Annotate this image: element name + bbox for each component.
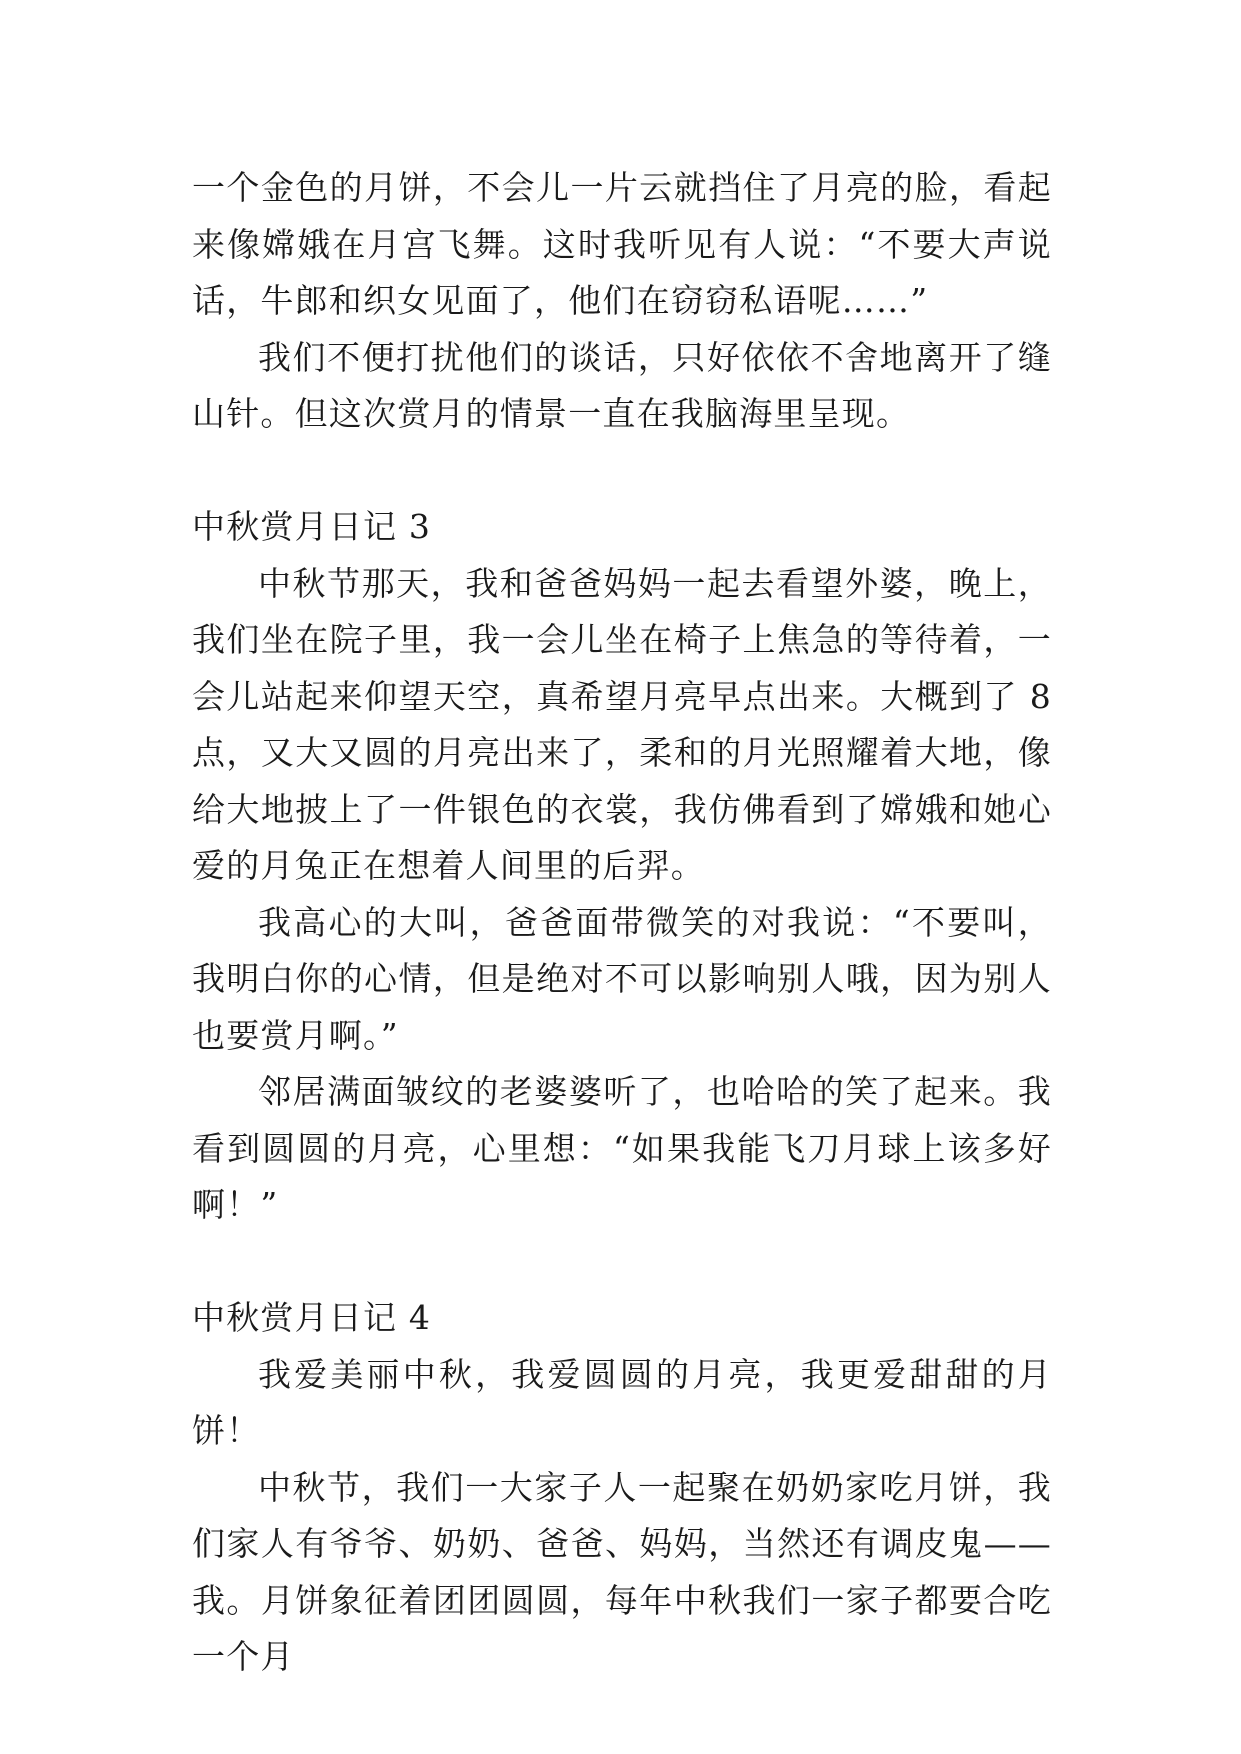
section-heading-3: 中秋赏月日记 3 (192, 507, 432, 546)
section-gap (192, 443, 1052, 500)
section-heading-4: 中秋赏月日记 4 (192, 1298, 432, 1337)
paragraph: 我们不便打扰他们的谈话，只好依依不舍地离开了缝山针。但这次赏月的情景一直在我脑海里呈现。 (192, 337, 1052, 433)
section-gap (192, 1234, 1052, 1291)
paragraph: 我高心的大叫，爸爸面带微笑的对我说：“不要叫，我明白你的心情，但是绝对不可以影响别人哦，因为别人也要赏月啊。” (192, 902, 1052, 1055)
paragraph-continued: 一个金色的月饼，不会儿一片云就挡住了月亮的脸，看起来像嫦娥在月宫飞舞。这时我听见有人说：“不要大声说话，牛郎和织女见面了，他们在窃窃私语呢……” (192, 168, 1052, 320)
paragraph: 中秋节，我们一大家子人一起聚在奶奶家吃月饼，我们家人有爷爷、奶奶、爸爸、妈妈，当然还有调皮鬼——我。月饼象征着团团圆圆，每年中秋我们一家子都要合吃一个月 (192, 1467, 1052, 1676)
paragraph: 邻居满面皱纹的老婆婆听了，也哈哈的笑了起来。我看到圆圆的月亮，心里想：“如果我能飞刀月球上该多好啊！” (192, 1072, 1052, 1224)
paragraph: 我爱美丽中秋，我爱圆圆的月亮，我更爱甜甜的月饼！ (192, 1354, 1052, 1450)
document-body (192, 160, 1052, 1686)
paragraph: 中秋节那天，我和爸爸妈妈一起去看望外婆，晚上，我们坐在院子里，我一会儿坐在椅子上焦急的等待着，一会儿站起来仰望天空，真希望月亮早点出来。大概到了 8 点，又大又圆的月亮出来了，柔和的月光照耀着大地，像给大地披上了一件银色的衣裳，我仿佛看到了嫦娥和她心爱的月兔正在想着人间里的后羿。 (192, 563, 1052, 885)
